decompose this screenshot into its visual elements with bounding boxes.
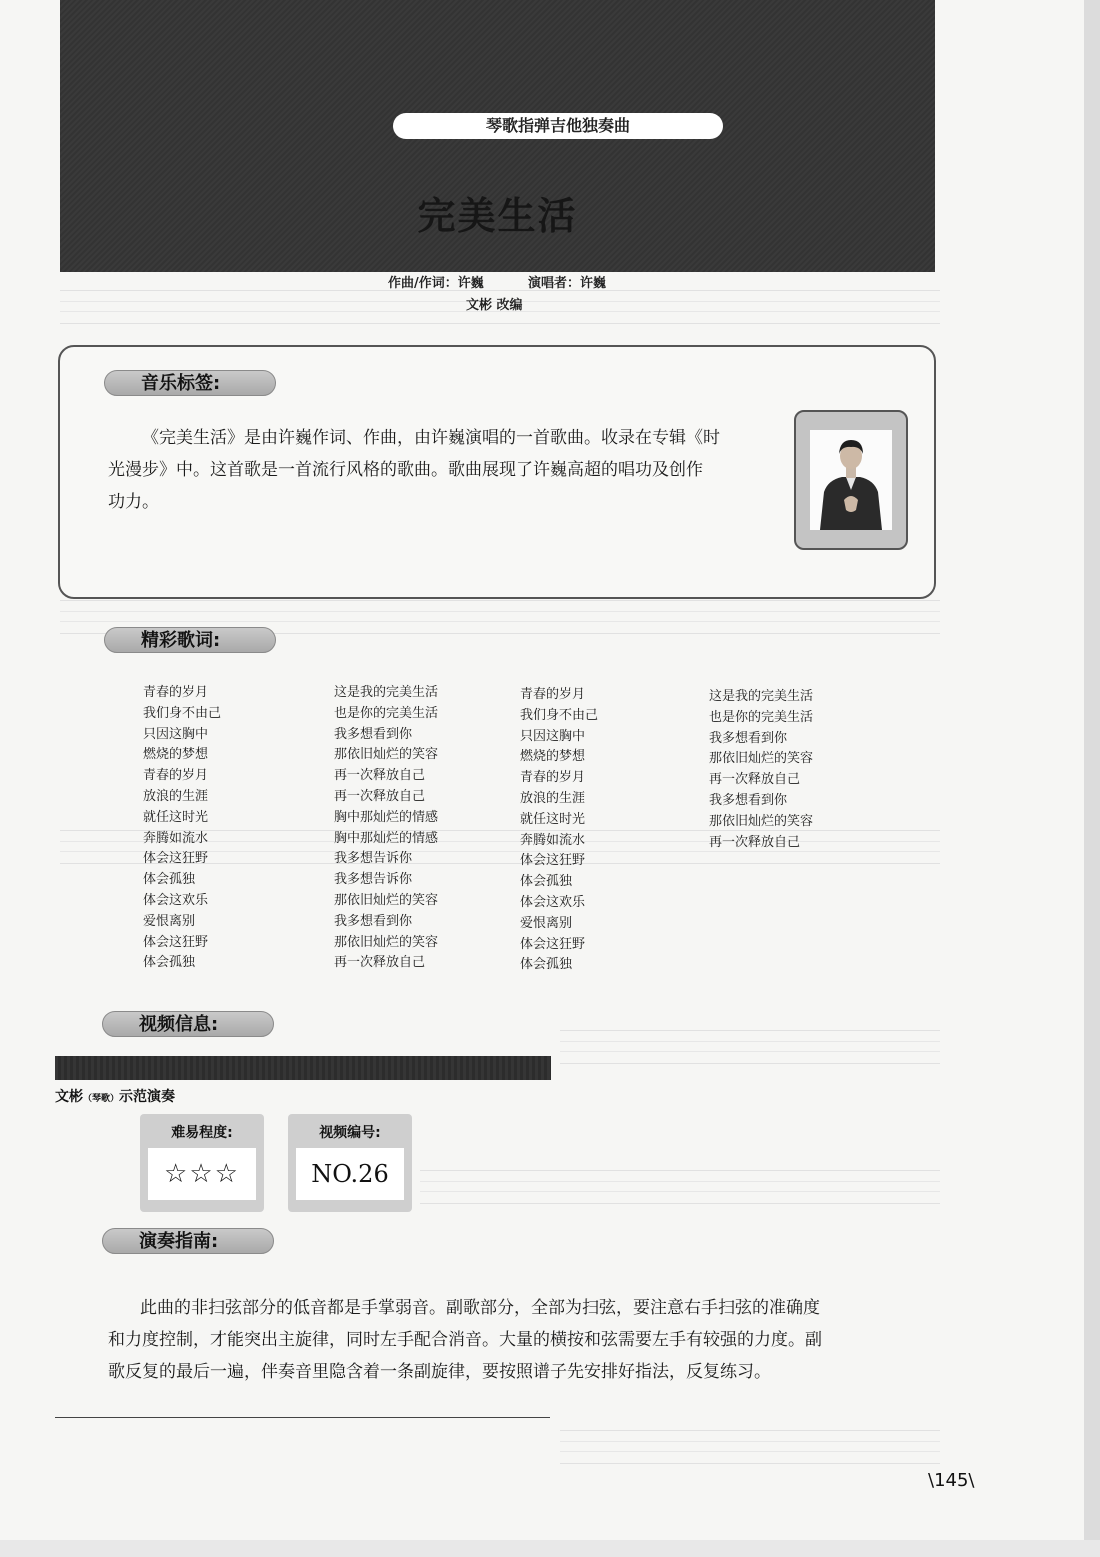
lyric-line: 那依旧灿烂的笑容 — [709, 813, 814, 829]
page-number: \145\ — [928, 1470, 975, 1491]
music-tag-heading: 音乐标签: — [104, 370, 276, 396]
lyric-line: 只因这胸中 — [143, 726, 209, 742]
lyric-line: 青春的岁月 — [143, 768, 209, 784]
bleed-through-staff — [560, 1030, 940, 1064]
music-tag-paragraph — [108, 422, 788, 518]
lyric-line: 青春的岁月 — [143, 685, 209, 700]
lyric-line: 我多想看到你 — [334, 913, 413, 929]
lyric-line: 体会孤独 — [520, 874, 573, 890]
lyric-line: 体会这欢乐 — [143, 892, 209, 908]
video-number-card — [288, 1114, 412, 1212]
bleed-through-staff — [560, 1430, 940, 1464]
lyric-line: 体会孤独 — [143, 955, 196, 971]
title-banner — [60, 0, 935, 272]
lyric-line: 这是我的完美生活 — [334, 685, 439, 700]
lyric-line: 放浪的生涯 — [520, 790, 586, 806]
lyric-line: 爱恨离别 — [520, 915, 573, 931]
difficulty-stars: ☆☆☆ — [148, 1148, 256, 1200]
scan-edge-right — [1084, 0, 1100, 1557]
lyrics-column-2 — [334, 683, 438, 974]
video-divider-bar — [55, 1056, 551, 1080]
lyric-line: 放浪的生涯 — [143, 788, 209, 804]
lyric-line: 燃烧的梦想 — [143, 747, 209, 763]
lyric-line: 青春的岁月 — [520, 770, 586, 786]
scan-edge-bottom — [0, 1540, 1100, 1557]
lyrics-column-4 — [709, 687, 813, 853]
lyric-line: 再一次释放自己 — [334, 788, 426, 804]
demo-performer — [55, 1086, 175, 1106]
lyric-line: 就任这时光 — [520, 811, 586, 827]
lyric-line: 我多想告诉你 — [334, 872, 413, 888]
paragraph-line: 光漫步》中。这首歌是一首流行风格的歌曲。歌曲展现了许巍高超的唱功及创作 — [108, 460, 703, 480]
lyric-line: 奔腾如流水 — [520, 832, 586, 848]
difficulty-label: 难易程度: — [171, 1125, 233, 1141]
arranger: 文彬 改编 — [466, 298, 523, 313]
lyric-line: 我多想看到你 — [709, 792, 788, 808]
lyrics-heading: 精彩歌词: — [104, 627, 276, 653]
lyric-line: 再一次释放自己 — [334, 955, 426, 971]
lyric-line: 那依旧灿烂的笑容 — [709, 751, 814, 767]
lyric-line: 体会这狂野 — [520, 936, 586, 952]
artist-photo-frame — [794, 410, 908, 550]
lyric-line: 那依旧灿烂的笑容 — [334, 747, 439, 763]
lyric-line: 爱恨离别 — [143, 913, 196, 929]
lyric-line: 体会这狂野 — [143, 934, 209, 950]
difficulty-card — [140, 1114, 264, 1212]
lyric-line: 奔腾如流水 — [143, 830, 209, 846]
demo-suffix: 示范演奏 — [119, 1089, 176, 1105]
lyric-line: 体会孤独 — [143, 872, 196, 888]
paragraph-line: 和力度控制，才能突出主旋律，同时左手配合消音。大量的横按和弦需要左手有较强的力度。副 — [108, 1330, 822, 1350]
lyric-line: 再一次释放自己 — [709, 834, 801, 850]
lyric-line: 只因这胸中 — [520, 728, 586, 744]
lyric-line: 胸中那灿烂的情感 — [334, 809, 439, 825]
paragraph-line: 《完美生活》是由许巍作词、作曲，由许巍演唱的一首歌曲。收录在专辑《时 — [142, 428, 720, 448]
lyric-line: 燃烧的梦想 — [520, 749, 586, 765]
video-info-heading: 视频信息: — [102, 1011, 274, 1037]
paragraph-line: 功力。 — [108, 492, 159, 512]
lyrics-column-3 — [520, 685, 598, 976]
lyrics-column-1 — [143, 683, 221, 974]
lyric-line: 我多想看到你 — [709, 730, 788, 746]
demo-small: （琴歌） — [83, 1094, 120, 1104]
lyric-line: 这是我的完美生活 — [709, 689, 814, 704]
lyric-line: 也是你的完美生活 — [334, 705, 439, 721]
lyric-line: 那依旧灿烂的笑容 — [334, 892, 439, 908]
lyric-line: 我们身不由己 — [143, 705, 222, 721]
artist-photo — [810, 430, 892, 530]
composer-lyricist: 作曲/作词：许巍 — [388, 276, 484, 291]
lyric-line: 我多想告诉你 — [334, 851, 413, 867]
video-number-value: NO.26 — [296, 1148, 404, 1200]
performance-guide-heading: 演奏指南: — [102, 1228, 274, 1254]
lyric-line: 我多想看到你 — [334, 726, 413, 742]
paragraph-line: 此曲的非扫弦部分的低音都是手掌弱音。副歌部分，全部为扫弦，要注意右手扫弦的准确度 — [140, 1298, 820, 1318]
category-label: 琴歌指弹吉他独奏曲 — [393, 113, 723, 139]
lyric-line: 体会这狂野 — [143, 851, 209, 867]
lyric-line: 再一次释放自己 — [709, 772, 801, 788]
performer: 演唱者：许巍 — [528, 276, 607, 291]
footer-rule — [55, 1417, 550, 1418]
demo-name: 文彬 — [55, 1089, 83, 1105]
lyric-line: 青春的岁月 — [520, 687, 586, 702]
lyric-line: 我们身不由己 — [520, 707, 599, 723]
lyric-line: 也是你的完美生活 — [709, 709, 814, 725]
song-title: 完美生活 — [417, 193, 578, 238]
paragraph-line: 歌反复的最后一遍，伴奏音里隐含着一条副旋律，要按照谱子先安排好指法，反复练习。 — [108, 1362, 771, 1382]
lyric-line: 再一次释放自己 — [334, 768, 426, 784]
lyric-line: 体会这狂野 — [520, 853, 586, 869]
lyric-line: 体会这欢乐 — [520, 894, 586, 910]
lyric-line: 就任这时光 — [143, 809, 209, 825]
performance-guide-paragraph — [108, 1292, 898, 1388]
lyric-line: 胸中那灿烂的情感 — [334, 830, 439, 846]
lyric-line: 体会孤独 — [520, 957, 573, 973]
lyric-line: 那依旧灿烂的笑容 — [334, 934, 439, 950]
bleed-through-staff — [420, 1170, 940, 1204]
video-number-label: 视频编号: — [319, 1125, 381, 1141]
